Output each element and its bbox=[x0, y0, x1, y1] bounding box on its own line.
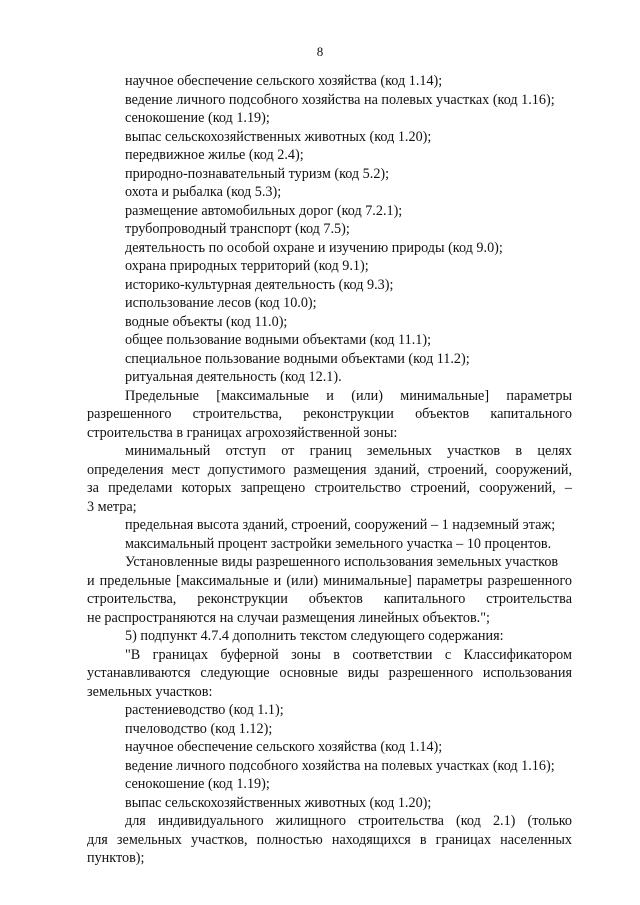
text-line: разрешенного строительства, реконструкции объектов капитального bbox=[87, 406, 572, 422]
text-line: строительства в границах агрохозяйственной зоны: bbox=[87, 424, 398, 441]
text-line: 5) подпункт 4.7.4 дополнить текстом следующего содержания: bbox=[125, 628, 504, 644]
text-line: сенокошение (код 1.19); bbox=[125, 110, 270, 126]
text-line: предельная высота зданий, строений, сооружений – 1 надземный этаж; bbox=[125, 517, 556, 533]
text-line: "В границах буферной зоны в соответствии с Классификатором bbox=[125, 646, 572, 663]
document-body bbox=[87, 72, 572, 868]
text-line: за пределами которых запрещено строительство строений, сооружений, – bbox=[87, 480, 572, 496]
text-line: устанавливаются следующие основные виды разрешенного использования bbox=[87, 665, 572, 681]
text-line: для индивидуального жилищного строительства (код 2.1) (только bbox=[125, 813, 572, 829]
text-line: историко-культурная деятельность (код 9.3); bbox=[125, 276, 394, 293]
text-line: охота и рыбалка (код 5.3); bbox=[125, 184, 282, 200]
text-line: ведение личного подсобного хозяйства на полевых участках (код 1.16); bbox=[125, 91, 555, 108]
text-line: водные объекты (код 11.0); bbox=[125, 313, 288, 330]
text-line: ритуальная деятельность (код 12.1). bbox=[125, 369, 342, 385]
text-line: и предельные [максимальные и (или) минимальные] параметры разрешенного bbox=[87, 572, 572, 589]
page-number: 8 bbox=[316, 44, 324, 59]
text-line: определения мест допустимого размещения зданий, строений, сооружений, bbox=[87, 461, 572, 478]
text-line: выпас сельскохозяйственных животных (код 1.20); bbox=[125, 794, 432, 811]
text-line: пунктов); bbox=[87, 850, 145, 866]
text-line: для земельных участков, полностью находящихся в границах населенных bbox=[87, 831, 572, 848]
text-line: выпас сельскохозяйственных животных (код 1.20); bbox=[125, 128, 432, 145]
text-line: трубопроводный транспорт (код 7.5); bbox=[125, 221, 350, 237]
text-line: растениеводство (код 1.1); bbox=[125, 702, 284, 718]
text-line: научное обеспечение сельского хозяйства (код 1.14); bbox=[125, 739, 443, 755]
text-line: сенокошение (код 1.19); bbox=[125, 776, 270, 792]
text-line: передвижное жилье (код 2.4); bbox=[125, 147, 304, 163]
text-line: земельных участков: bbox=[87, 683, 213, 700]
text-line: деятельность по особой охране и изучению природы (код 9.0); bbox=[125, 239, 503, 256]
text-line: 3 метра; bbox=[87, 498, 137, 515]
text-line: использование лесов (код 10.0); bbox=[125, 295, 317, 311]
text-line: природно-познавательный туризм (код 5.2); bbox=[125, 165, 390, 182]
text-line: не распространяются на случаи размещения линейных объектов."; bbox=[87, 609, 490, 626]
text-line: строительства, реконструкции объектов капитального строительства bbox=[87, 591, 572, 607]
text-line: пчеловодство (код 1.12); bbox=[125, 720, 273, 737]
text-line: научное обеспечение сельского хозяйства (код 1.14); bbox=[125, 73, 443, 89]
text-line: Предельные [максимальные и (или) минимальные] параметры bbox=[125, 387, 572, 404]
text-line: охрана природных территорий (код 9.1); bbox=[125, 258, 369, 274]
text-line: ведение личного подсобного хозяйства на полевых участках (код 1.16); bbox=[125, 757, 555, 774]
text-line: максимальный процент застройки земельного участка – 10 процентов. bbox=[125, 535, 552, 552]
text-line: общее пользование водными объектами (код 11.1); bbox=[125, 332, 432, 348]
text-line: специальное пользование водными объектами (код 11.2); bbox=[125, 350, 470, 367]
text-line: размещение автомобильных дорог (код 7.2.1); bbox=[125, 202, 403, 219]
text-line: Установленные виды разрешенного использования земельных участков bbox=[125, 554, 559, 570]
text-line: минимальный отступ от границ земельных участков в целях bbox=[125, 443, 572, 459]
